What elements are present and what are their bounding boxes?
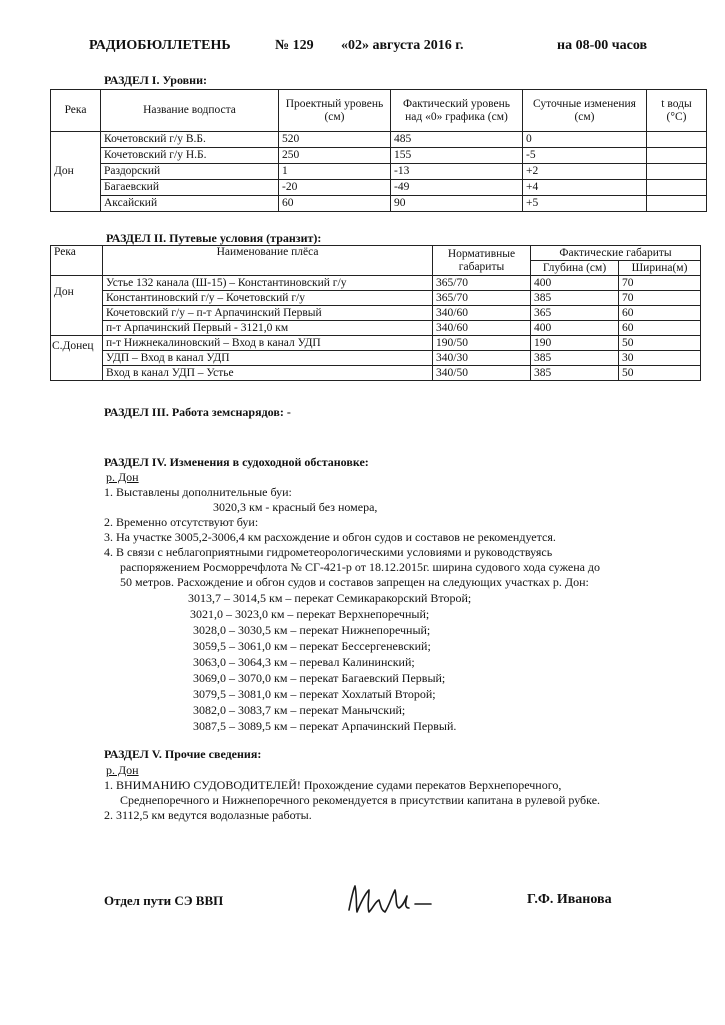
section5-title: РАЗДЕЛ V. Прочие сведения: — [104, 747, 262, 761]
section1-title: РАЗДЕЛ I. Уровни: — [104, 73, 207, 87]
restricted-site: 3069,0 – 3070,0 км – перекат Багаевский Первый; — [193, 671, 446, 685]
levels-design: 250 — [279, 148, 391, 164]
section5-item2: 2. 3112,5 км ведутся водолазные работы. — [104, 808, 312, 822]
transit-depth: 400 — [531, 321, 619, 336]
levels-post: Кочетовский г/у Н.Б. — [101, 148, 279, 164]
restricted-site: 3013,7 – 3014,5 км – перекат Семикаракорский Второй; — [188, 591, 472, 605]
transit-depth: 385 — [531, 351, 619, 366]
levels-actual: 90 — [391, 196, 523, 212]
transit-depth: 385 — [531, 366, 619, 381]
levels-daily: +5 — [523, 196, 647, 212]
levels-post: Кочетовский г/у В.Б. — [101, 132, 279, 148]
section2-title: РАЗДЕЛ II. Путевые условия (транзит): — [106, 231, 322, 245]
transit-width: 30 — [619, 351, 701, 366]
levels-daily: +2 — [523, 164, 647, 180]
levels-header-design: Проектный уровень (см) — [279, 90, 391, 132]
transit-normative: 340/30 — [433, 351, 531, 366]
section4-item4-line2: распоряжением Росморречфлота № СГ-421-р от 18.12.2015г. ширина судового хода сужена до — [120, 560, 601, 574]
levels-design: -20 — [279, 180, 391, 196]
table-row — [51, 132, 707, 148]
restricted-site: 3028,0 – 3030,5 км – перекат Нижнепоречный; — [193, 623, 431, 637]
restricted-site: 3021,0 – 3023,0 км – перекат Верхнепоречный; — [190, 607, 430, 621]
restricted-site: 3079,5 – 3081,0 км – перекат Хохлатый Второй; — [193, 687, 436, 701]
levels-temp — [647, 196, 707, 212]
transit-normative: 340/60 — [433, 306, 531, 321]
levels-daily: 0 — [523, 132, 647, 148]
transit-river-cell: С.Донец — [51, 336, 103, 381]
levels-actual: 485 — [391, 132, 523, 148]
department-label: Отдел пути СЭ ВВП — [104, 893, 224, 908]
transit-depth: 365 — [531, 306, 619, 321]
transit-stretch: Константиновский г/у – Кочетовский г/у — [103, 291, 433, 306]
transit-stretch: п-т Арпачинский Первый - 3121,0 км — [103, 321, 433, 336]
signer-name: Г.Ф. Иванова — [527, 892, 612, 907]
restricted-site: 3063,0 – 3064,3 км – перевал Калининский; — [193, 655, 415, 669]
levels-actual: -49 — [391, 180, 523, 196]
levels-table — [50, 89, 707, 212]
section4-item2: 2. Временно отсутствуют буи: — [104, 515, 259, 529]
bulletin-number: № 129 — [275, 38, 314, 53]
levels-actual: -13 — [391, 164, 523, 180]
levels-temp — [647, 132, 707, 148]
transit-normative: 340/50 — [433, 366, 531, 381]
transit-stretch: Устье 132 канала (Ш-15) – Константиновский г/у — [103, 276, 433, 291]
table-row — [51, 196, 707, 212]
transit-header-width: Ширина(м) — [619, 261, 701, 276]
table-row — [51, 276, 701, 291]
levels-header-daily: Суточные изменения (см) — [523, 90, 647, 132]
table-row — [51, 336, 701, 351]
levels-temp — [647, 164, 707, 180]
transit-depth: 400 — [531, 276, 619, 291]
transit-width: 70 — [619, 291, 701, 306]
transit-width: 60 — [619, 306, 701, 321]
transit-depth: 385 — [531, 291, 619, 306]
transit-stretch: Кочетовский г/у – п-т Арпачинский Первый — [103, 306, 433, 321]
levels-design: 60 — [279, 196, 391, 212]
levels-header-actual: Фактический уровень над «0» графика (см) — [391, 90, 523, 132]
levels-design: 520 — [279, 132, 391, 148]
transit-stretch: УДП – Вход в канал УДП — [103, 351, 433, 366]
transit-stretch: п-т Нижнекалиновский – Вход в канал УДП — [103, 336, 433, 351]
section5-item1-line1: 1. ВНИМАНИЮ СУДОВОДИТЕЛЕЙ! Прохождение судами перекатов Верхнепоречного, — [104, 778, 562, 792]
levels-header-row — [51, 90, 707, 132]
table-row — [51, 164, 707, 180]
table-row — [51, 306, 701, 321]
transit-width: 50 — [619, 336, 701, 351]
restricted-site: 3082,0 – 3083,7 км – перекат Манычский; — [193, 703, 406, 717]
levels-post: Аксайский — [101, 196, 279, 212]
signature-image — [345, 880, 445, 920]
levels-design: 1 — [279, 164, 391, 180]
levels-post: Багаевский — [101, 180, 279, 196]
section4-title: РАЗДЕЛ IV. Изменения в судоходной обстановке: — [104, 455, 369, 469]
table-row — [51, 351, 701, 366]
transit-normative: 365/70 — [433, 276, 531, 291]
transit-normative: 365/70 — [433, 291, 531, 306]
table-row — [51, 366, 701, 381]
transit-width: 70 — [619, 276, 701, 291]
bulletin-title: РАДИОБЮЛЛЕТЕНЬ — [89, 38, 231, 53]
transit-river-cell: Дон — [51, 276, 103, 336]
transit-width: 60 — [619, 321, 701, 336]
levels-header-river: Река — [51, 90, 101, 132]
levels-temp — [647, 180, 707, 196]
transit-normative: 340/60 — [433, 321, 531, 336]
transit-table — [50, 245, 701, 381]
levels-actual: 155 — [391, 148, 523, 164]
transit-header-river: Река — [51, 246, 103, 276]
transit-width: 50 — [619, 366, 701, 381]
levels-daily: -5 — [523, 148, 647, 164]
table-row — [51, 180, 707, 196]
transit-header-normative: Нормативные габариты — [433, 246, 531, 276]
section5-river: р. Дон — [106, 763, 139, 777]
transit-header-depth: Глубина (см) — [531, 261, 619, 276]
levels-header-temp: t воды (°C) — [647, 90, 707, 132]
transit-stretch: Вход в канал УДП – Устье — [103, 366, 433, 381]
section4-item3: 3. На участке 3005,2-3006,4 км расхождение и обгон судов и составов не рекомендуется. — [104, 530, 556, 544]
section4-river: р. Дон — [106, 470, 139, 484]
section4-item1-detail: 3020,3 км - красный без номера, — [213, 500, 378, 514]
table-row — [51, 148, 707, 164]
levels-header-post: Название водпоста — [101, 90, 279, 132]
transit-depth: 190 — [531, 336, 619, 351]
section5-item1-line2: Среднепоречного и Нижнепоречного рекомендуется в присутствии капитана в рулевой рубке. — [120, 793, 601, 807]
levels-daily: +4 — [523, 180, 647, 196]
transit-normative: 190/50 — [433, 336, 531, 351]
transit-header-row — [51, 246, 701, 261]
table-row — [51, 291, 701, 306]
levels-river-cell: Дон — [51, 132, 101, 212]
transit-header-actual: Фактические габариты — [531, 246, 701, 261]
section3-title: РАЗДЕЛ III. Работа земснарядов: - — [104, 405, 291, 419]
levels-post: Раздорский — [101, 164, 279, 180]
section4-item1: 1. Выставлены дополнительные буи: — [104, 485, 292, 499]
section4-item4-line1: 4. В связи с неблагоприятными гидрометеорологическими условиями и руководствуясь — [104, 545, 553, 559]
restricted-site: 3059,5 – 3061,0 км – перекат Бессергеневский; — [193, 639, 431, 653]
bulletin-date: «02» августа 2016 г. — [341, 38, 464, 53]
bulletin-time: на 08-00 часов — [557, 38, 648, 53]
section4-item4-line3: 50 метров. Расхождение и обгон судов и составов запрещен на следующих участках р. Дон: — [120, 575, 589, 589]
transit-header-stretch: Наименование плёса — [103, 246, 433, 276]
table-row — [51, 321, 701, 336]
levels-temp — [647, 148, 707, 164]
restricted-site: 3087,5 – 3089,5 км – перекат Арпачинский Первый. — [193, 719, 457, 733]
